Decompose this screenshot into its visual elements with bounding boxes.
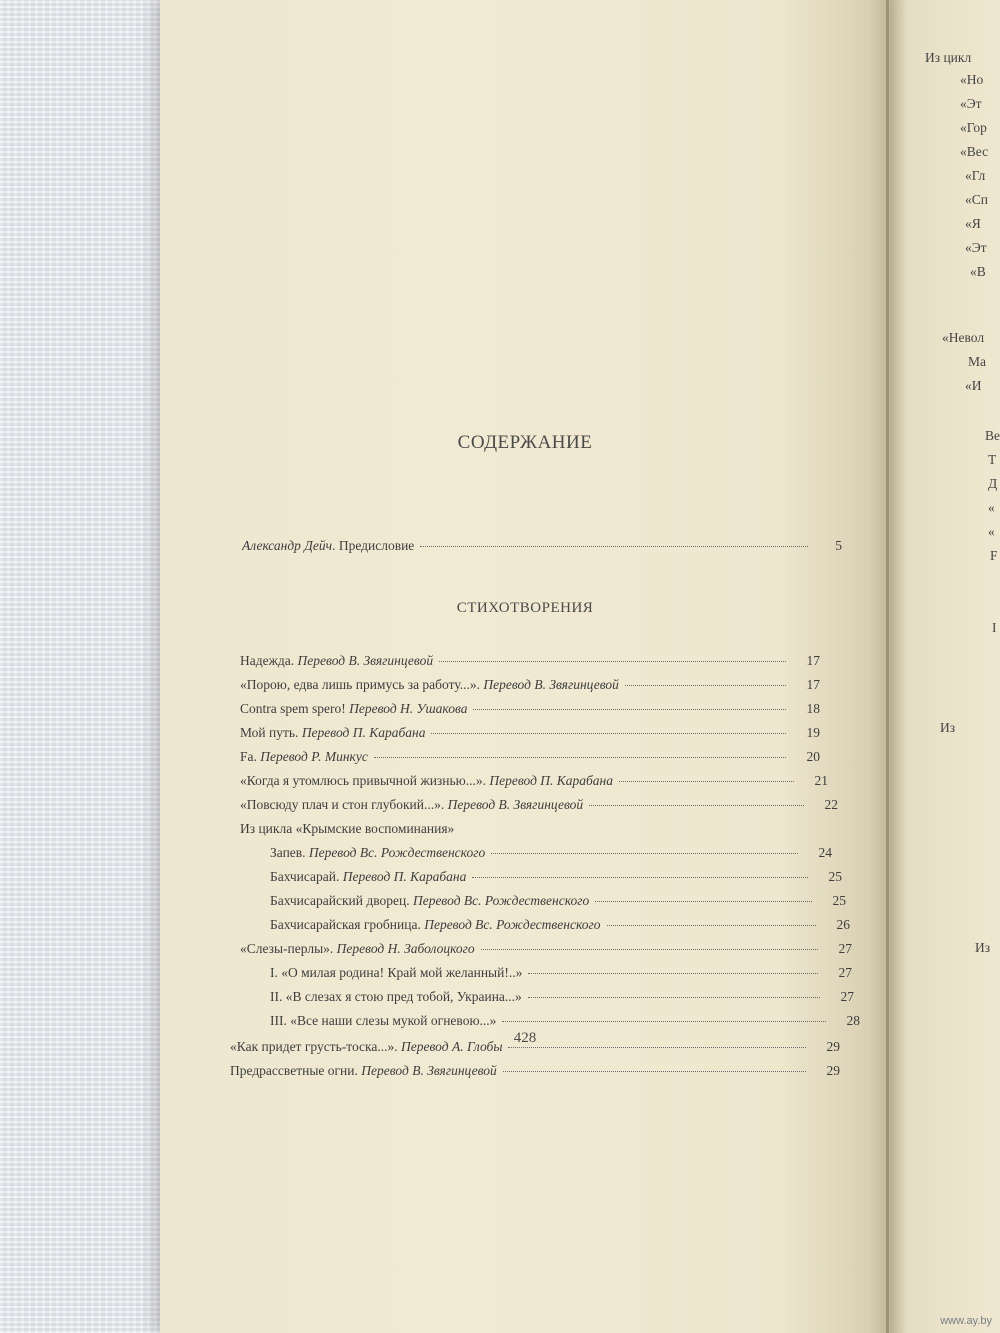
poem-title: Предрассветные огни. bbox=[230, 1063, 362, 1078]
page-ref: 27 bbox=[840, 989, 854, 1004]
toc-row bbox=[240, 773, 828, 789]
section-heading: СТИХОТВОРЕНИЯ bbox=[456, 600, 594, 616]
toc-row bbox=[230, 1063, 840, 1079]
preface-author: Александр Дейч bbox=[242, 538, 333, 553]
page-ref: 17 bbox=[806, 653, 820, 668]
preface-title: . Предисловие bbox=[332, 538, 415, 553]
translator: Перевод В. Звягинцевой bbox=[447, 797, 584, 812]
leader-dots bbox=[472, 877, 808, 878]
right-page-fragment: Д bbox=[988, 476, 998, 491]
contents-heading: СОДЕРЖАНИЕ bbox=[457, 432, 593, 453]
translator: Перевод П. Карабана bbox=[301, 725, 426, 740]
translator: Перевод Н. Заболоцкого bbox=[336, 941, 475, 956]
leader-dots bbox=[607, 925, 816, 926]
poem-title: Запев. bbox=[270, 845, 309, 860]
translator: Перевод В. Звягинцевой bbox=[361, 1063, 497, 1078]
right-page-fragment: «Сп bbox=[965, 192, 988, 207]
right-page-fragment: «Эт bbox=[960, 96, 982, 111]
leader-dots bbox=[473, 709, 786, 710]
leader-dots bbox=[502, 1021, 826, 1022]
toc-row bbox=[240, 941, 852, 957]
right-page-fragment: «И bbox=[965, 378, 982, 393]
leader-dots bbox=[420, 546, 808, 547]
leader-dots bbox=[619, 781, 794, 782]
poem-title: Бахчисарайская гробница. bbox=[270, 917, 425, 932]
leader-dots bbox=[528, 973, 818, 974]
poem-title: «Порою, едва лишь примусь за работу...». bbox=[240, 677, 484, 692]
toc-row bbox=[270, 845, 832, 861]
right-page-fragment: «Я bbox=[965, 216, 981, 231]
right-page-fragment: Ма bbox=[968, 354, 986, 369]
right-page-fragment: «Невол bbox=[942, 330, 985, 345]
poem-title: «Слезы-перлы». bbox=[240, 941, 337, 956]
right-page-fragment: « bbox=[988, 500, 995, 515]
poem-title: Надежда. bbox=[240, 653, 298, 668]
right-page-fragment: « bbox=[988, 524, 995, 539]
translator: Перевод Вс. Рождественского bbox=[424, 917, 601, 932]
page-ref: 29 bbox=[826, 1039, 840, 1054]
page-ref: 19 bbox=[806, 725, 820, 740]
poem-title: Бахчисарайский дворец. bbox=[270, 893, 413, 908]
page-ref: 25 bbox=[828, 869, 842, 884]
page-ref: 24 bbox=[818, 845, 832, 860]
toc-row bbox=[270, 989, 854, 1005]
leader-dots bbox=[481, 949, 818, 950]
poem-title: «Когда я утомлюсь привычной жизнью...». bbox=[240, 773, 490, 788]
leader-dots bbox=[595, 901, 812, 902]
leader-dots bbox=[528, 997, 820, 998]
toc-row bbox=[240, 749, 820, 765]
leader-dots bbox=[491, 853, 798, 854]
toc-row bbox=[270, 893, 846, 909]
leader-dots bbox=[589, 805, 804, 806]
leader-dots bbox=[431, 733, 786, 734]
right-page-fragment: «Эт bbox=[965, 240, 987, 255]
right-page-fragment: «Вес bbox=[960, 144, 989, 159]
poem-title: Из цикла «Крымские воспоминания» bbox=[240, 821, 455, 836]
poem-title: III. «Все наши слезы мукой огневою...» bbox=[270, 1013, 497, 1028]
toc-row bbox=[240, 653, 820, 669]
translator: Перевод А. Глобы bbox=[401, 1039, 503, 1054]
translator: Перевод Р. Минкус bbox=[260, 749, 368, 764]
right-page-fragment: «Гор bbox=[960, 120, 987, 135]
toc-row-preface bbox=[242, 538, 842, 554]
page-ref: 22 bbox=[824, 797, 838, 812]
toc-row bbox=[240, 701, 820, 717]
page-number: 428 bbox=[513, 1030, 537, 1046]
leader-dots bbox=[508, 1047, 806, 1048]
poem-title: I. «О милая родина! Край мой желанный!..» bbox=[270, 965, 523, 980]
page-ref: 20 bbox=[806, 749, 820, 764]
right-page-fragment: Ве bbox=[985, 428, 1000, 443]
leader-dots bbox=[625, 685, 786, 686]
right-page-fragment: I bbox=[992, 620, 997, 635]
poem-title: II. «В слезах я стою пред тобой, Украина...» bbox=[270, 989, 522, 1004]
book-spine bbox=[886, 0, 889, 1333]
page-ref: 27 bbox=[838, 965, 852, 980]
translator: Перевод В. Звягинцевой bbox=[483, 677, 619, 692]
page-ref: 18 bbox=[806, 701, 820, 716]
right-page-fragment: Т bbox=[988, 452, 997, 467]
toc-row bbox=[240, 821, 600, 837]
page-ref: 17 bbox=[806, 677, 820, 692]
translator: Перевод В. Звягинцевой bbox=[297, 653, 434, 668]
toc-row bbox=[240, 725, 820, 741]
page-ref: 5 bbox=[835, 538, 842, 553]
leader-dots bbox=[374, 757, 786, 758]
right-page-fragment: «Гл bbox=[965, 168, 986, 183]
toc-row bbox=[270, 869, 842, 885]
toc-row bbox=[270, 917, 850, 933]
leader-dots bbox=[503, 1071, 806, 1072]
page-ref: 21 bbox=[814, 773, 828, 788]
right-page-fragment: Из bbox=[975, 940, 991, 955]
poem-title: «Как придет грусть-тоска...». bbox=[230, 1039, 402, 1054]
poem-title: «Повсюду плач и стон глубокий...». bbox=[240, 797, 448, 812]
translator: Перевод Вс. Рождественского bbox=[412, 893, 590, 908]
page-ref: 26 bbox=[836, 917, 850, 932]
translator: Перевод Н. Ушакова bbox=[349, 701, 468, 716]
translator: Перевод П. Карабана bbox=[489, 773, 614, 788]
toc-row bbox=[240, 797, 838, 813]
translator: Перевод Вс. Рождественского bbox=[308, 845, 486, 860]
right-page-fragment: Из bbox=[940, 720, 956, 735]
right-page-fragment: Из цикл bbox=[925, 50, 972, 65]
toc-row bbox=[270, 1013, 860, 1029]
toc-row bbox=[240, 677, 820, 693]
watermark: www.ay.by bbox=[940, 1315, 992, 1327]
right-page-fragment: «В bbox=[970, 264, 986, 279]
poem-title: Бахчисарай. bbox=[270, 869, 343, 884]
page-ref: 27 bbox=[838, 941, 852, 956]
right-page-fragment: F bbox=[990, 548, 998, 563]
page-ref: 25 bbox=[832, 893, 846, 908]
leader-dots bbox=[439, 661, 786, 662]
page-ref: 29 bbox=[826, 1063, 840, 1078]
toc-row bbox=[270, 965, 852, 981]
poem-title: Fa. bbox=[240, 749, 261, 764]
page-ref: 28 bbox=[846, 1013, 860, 1028]
poem-title: Contra spem spero! bbox=[240, 701, 350, 716]
right-page-fragment: «Но bbox=[960, 72, 984, 87]
poem-title: Мой путь. bbox=[240, 725, 302, 740]
translator: Перевод П. Карабана bbox=[342, 869, 467, 884]
